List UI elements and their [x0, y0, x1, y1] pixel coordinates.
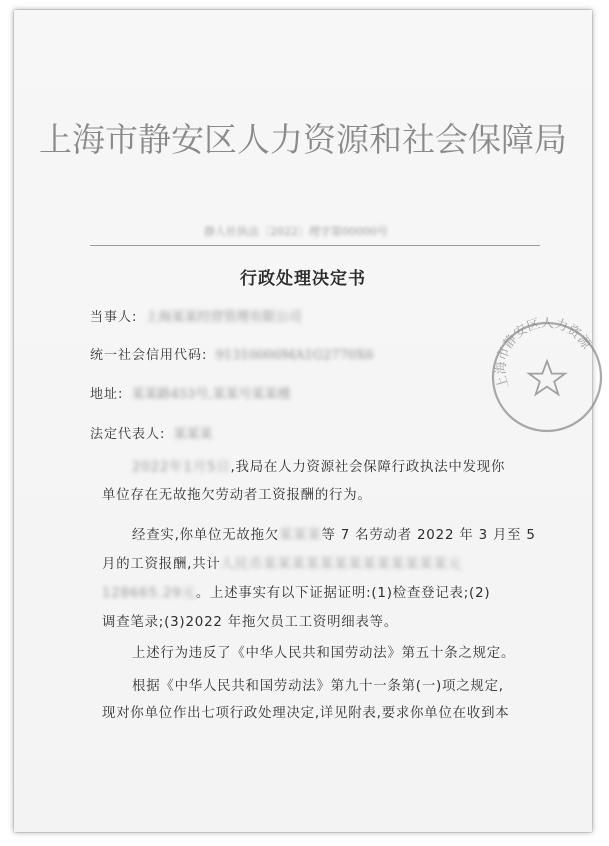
paragraph-2-line-3	[102, 580, 562, 608]
party-value: 上海某某经营管理有限公司	[145, 310, 302, 325]
paragraph-4-line-1: 根据《中华人民共和国劳动法》第九十一条第(一)项之规定,	[132, 679, 504, 694]
paragraph-1-line-1	[132, 454, 592, 482]
paragraph-1-text-1: ,我局在人力资源社会保障行政执法中发现你	[230, 460, 506, 475]
legal-rep-value: 某某某	[173, 427, 213, 442]
paragraph-2-amount-words: 人民币某某某某某某某某某某某某某元	[220, 557, 462, 572]
seal-text: 上海市静安区人力资源	[493, 317, 594, 391]
paragraph-2-text-1a: 经查实,你单位无故拖欠	[132, 528, 279, 543]
seal-star-icon	[529, 361, 565, 394]
address-value: 某某路453号,某某号某某楼	[131, 387, 291, 402]
paragraph-4-line-2: 现对你单位作出七项行政处理决定,详见附表,要求你单位在收到本	[102, 706, 510, 721]
paragraph-2-text-1b: 等 7 名劳动者 2022 年 3 月至 5	[321, 528, 536, 543]
party-label: 当事人:	[90, 310, 138, 325]
paragraph-3: 上述行为违反了《中华人民共和国劳动法》第五十条之规定。	[132, 646, 516, 661]
paragraph-1-date: 2022年1月5日	[132, 460, 231, 475]
paragraph-1-line-2: 单位存在无故拖欠劳动者工资报酬的行为。	[102, 488, 372, 503]
credit-code-value: 91310000MA1G2770X6	[215, 348, 374, 363]
paragraph-2-line-4: 调查笔录;(3)2022 年拖欠员工工资明细表等。	[102, 615, 399, 630]
legal-rep-row	[90, 423, 213, 442]
svg-text:上海市静安区人力资源	[494, 317, 594, 390]
paragraph-2-text-3b: 。上述事实有以下证据证明:(1)检查登记表;(2)	[195, 586, 491, 601]
official-seal	[487, 317, 607, 437]
paragraph-2-text-2a: 月的工资报酬,共计	[102, 557, 221, 572]
credit-code-label: 统一社会信用代码:	[90, 348, 208, 363]
document-title: 行政处理决定书	[240, 269, 366, 289]
paragraph-2-line-2	[102, 551, 562, 579]
paragraph-2-names: 某某某	[278, 528, 322, 543]
issuer-heading: 上海市静安区人力资源和社会保障局	[39, 120, 567, 159]
address-row	[90, 383, 290, 402]
paragraph-2-amount: 128665.29元	[102, 586, 196, 601]
credit-code-row	[90, 344, 374, 363]
header-divider	[90, 245, 540, 246]
document-number: 静人社执法〔2022〕理字第00000号	[204, 225, 388, 238]
paragraph-2-line-1	[132, 522, 592, 550]
party-row	[90, 306, 302, 325]
address-label: 地址:	[90, 387, 124, 402]
legal-rep-label: 法定代表人:	[90, 427, 166, 442]
